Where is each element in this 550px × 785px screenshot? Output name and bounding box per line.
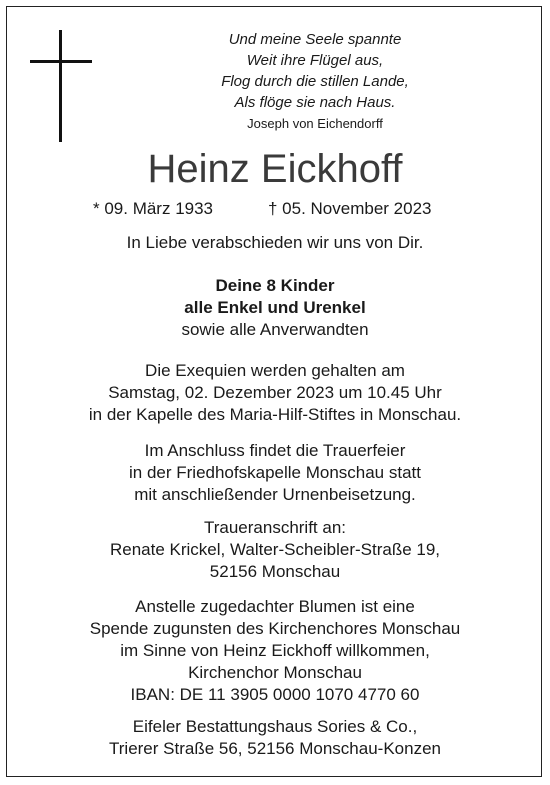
exequien-line: Die Exequien werden gehalten am [145, 361, 405, 380]
donation-line: Spende zugunsten des Kirchenchores Monschau [89, 619, 461, 638]
trauerfeier-line: Im Anschluss findet die Trauerfeier [144, 441, 406, 460]
mourning-address [0, 517, 550, 583]
poem-line: Weit ihre Flügel aus, [246, 52, 384, 69]
birth-date: * 09. März 1933 [93, 199, 214, 218]
life-dates [0, 197, 550, 221]
funeral-home-line: Trierer Straße 56, 52156 Monschau-Konzen [109, 739, 441, 758]
donation-line: im Sinne von Heinz Eickhoff willkommen, [120, 641, 430, 660]
donation-iban: IBAN: DE 11 3905 0000 1070 4770 60 [130, 685, 420, 704]
poem-line: Als flöge sie nach Haus. [234, 94, 396, 111]
exequien-line: Samstag, 02. Dezember 2023 um 10.45 Uhr [108, 383, 442, 402]
cross-vertical-bar [59, 30, 62, 142]
poem [140, 29, 490, 113]
trauerfeier-line: mit anschließender Urnenbeisetzung. [134, 485, 416, 504]
death-date: † 05. November 2023 [268, 199, 432, 218]
donation-info [0, 596, 550, 706]
donation-line: Kirchenchor Monschau [188, 663, 362, 682]
mourners-relatives: sowie alle Anverwandten [181, 320, 369, 339]
cross-horizontal-bar [30, 60, 92, 63]
exequien-line: in der Kapelle des Maria-Hilf-Stiftes in Monschau. [88, 405, 462, 424]
farewell-text: In Liebe verabschieden wir uns von Dir. [126, 233, 424, 252]
deceased-name: Heinz Eickhoff [147, 147, 403, 191]
poem-line: Flog durch die stillen Lande, [221, 73, 409, 90]
poem-author: Joseph von Eichendorff [247, 116, 383, 131]
donation-line: Anstelle zugedachter Blumen ist eine [135, 597, 415, 616]
address-line: Renate Krickel, Walter-Scheibler-Straße 19, [109, 540, 441, 559]
poem-line: Und meine Seele spannte [228, 31, 402, 48]
mourners-grandchildren: alle Enkel und Urenkel [184, 298, 366, 317]
address-line: Traueranschrift an: [203, 518, 347, 537]
trauerfeier-info [0, 440, 550, 506]
exequien-info [0, 360, 550, 426]
mourners-children: Deine 8 Kinder [215, 276, 335, 295]
trauerfeier-line: in der Friedhofskapelle Monschau statt [129, 463, 421, 482]
funeral-home [0, 716, 550, 760]
funeral-home-line: Eifeler Bestattungshaus Sories & Co., [132, 717, 418, 736]
cross-icon [30, 30, 92, 142]
mourners [0, 275, 550, 341]
address-line: 52156 Monschau [209, 562, 341, 581]
